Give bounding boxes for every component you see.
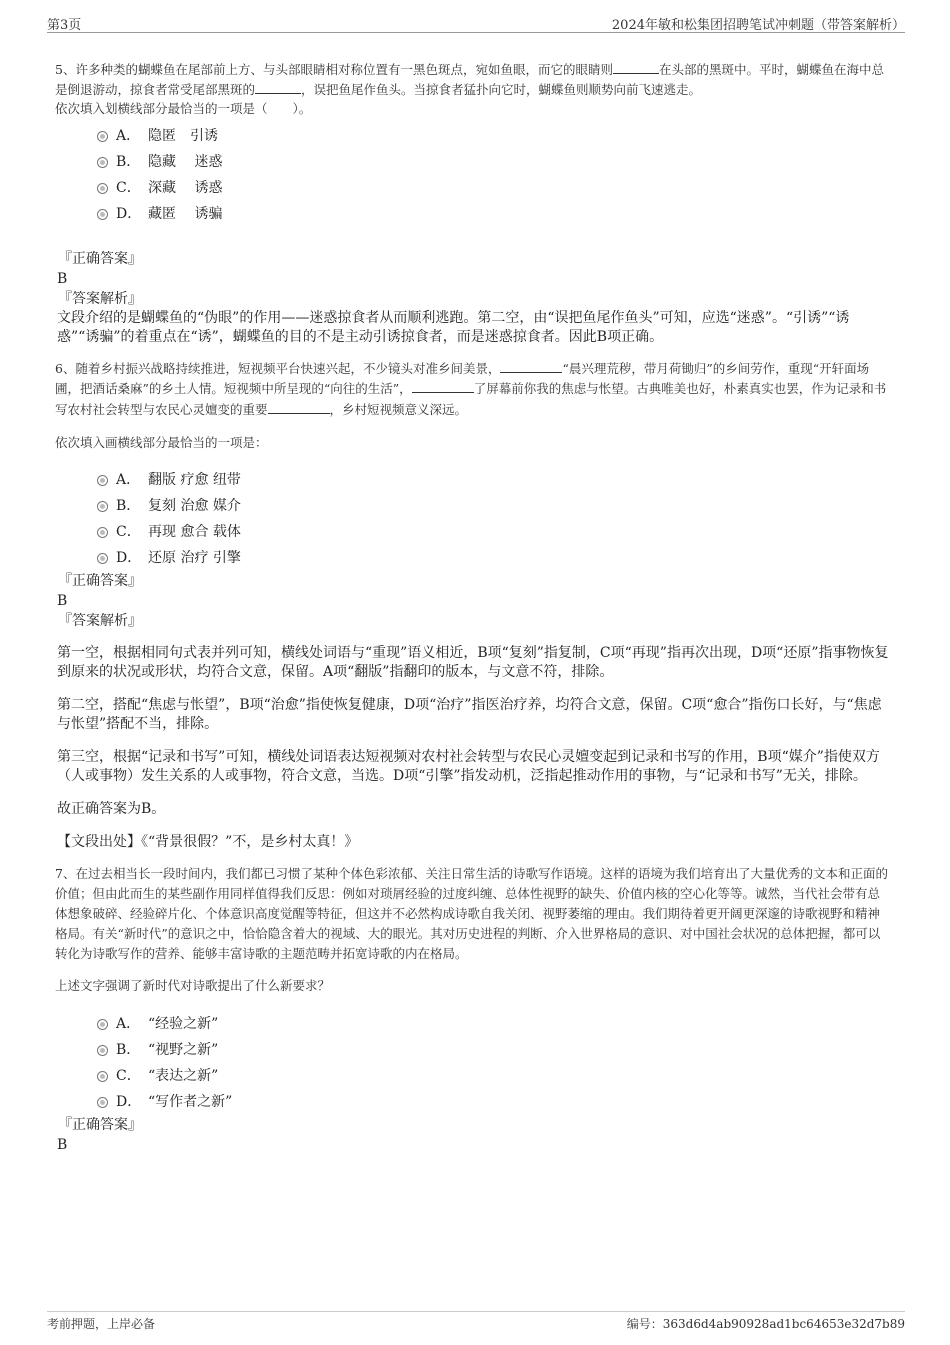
option-text: 还原 治疗 引擎 — [148, 549, 241, 566]
answer-value: B — [57, 1137, 68, 1153]
radio-icon[interactable] — [97, 1071, 108, 1082]
option-text: “写作者之新” — [148, 1094, 233, 1110]
analysis-text: 文段介绍的是蝴蝶鱼的“伪眼”的作用——迷惑掠食者从而顺利逃跑。第二空，由“误把鱼尾作鱼头”可知，应选“迷惑”。“引诱”“诱惑”“诱骗”的着重点在“诱”，蝴蝶鱼的目的不是主动引诱掠食者，而是迷惑掠食者。因此B项正确。 — [57, 309, 850, 345]
analysis-paragraph: 第三空，根据“记录和书写”可知，横线处词语表达短视频对农村社会转型与农民心灵嬗变起到记录和书写的作用，B项“媒介”指使双方（人或事物）发生关系的人或事物，符合文意，当选。D项“引擎”指发动机，泛指起推动作用的事物，与“记录和书写”无关，排除。 — [57, 748, 880, 784]
analysis-paragraph: 故正确答案为B。 — [57, 800, 166, 817]
radio-icon[interactable] — [97, 183, 108, 194]
option-letter: A． — [116, 471, 141, 488]
answer-label: 『正确答案』 — [58, 572, 142, 589]
question-5-prompt: 依次填入划横线部分最恰当的一项是（ ）。 — [55, 101, 312, 116]
radio-icon[interactable] — [97, 1019, 108, 1030]
option-b[interactable] — [97, 1037, 890, 1063]
analysis-label: 『答案解析』 — [58, 290, 142, 307]
option-a[interactable] — [97, 467, 890, 493]
question-5-text-b: 在头部的黑斑中。平时，蝴蝶鱼在海中总是倒退游动，掠食者常受尾部黑斑的 — [55, 62, 884, 97]
option-d[interactable] — [97, 545, 890, 571]
question-7 — [55, 864, 890, 1156]
option-c[interactable] — [97, 519, 890, 545]
question-5-text-a: 5、许多种类的蝴蝶鱼在尾部前上方、与头部眼睛相对称位置有一黑色斑点，宛如鱼眼，而它的眼睛则 — [55, 62, 613, 77]
question-5 — [55, 60, 890, 347]
option-text: 隐藏 迷惑 — [148, 153, 223, 170]
blank — [613, 61, 659, 74]
question-6-stem — [55, 359, 890, 421]
page-number: 第3页 — [47, 18, 82, 33]
option-text: “表达之新” — [148, 1068, 219, 1084]
question-6-text-d: ，乡村短视频意义深远。 — [329, 401, 468, 417]
option-a[interactable] — [97, 1011, 890, 1037]
answer-label: 『正确答案』 — [58, 1117, 142, 1133]
radio-icon[interactable] — [97, 501, 108, 512]
option-c[interactable] — [97, 1063, 890, 1089]
blank — [500, 360, 562, 373]
option-letter: C． — [116, 179, 141, 196]
option-text: 隐匿 引诱 — [148, 127, 218, 144]
blank — [412, 380, 474, 393]
radio-icon[interactable] — [97, 475, 108, 486]
question-6-prompt: 依次填入画横线部分最恰当的一项是： — [55, 435, 268, 450]
option-text: 藏匿 诱骗 — [148, 205, 223, 222]
question-6 — [55, 359, 890, 852]
question-5-text-c: ，误把鱼尾作鱼头。当掠食者猛扑向它时，蝴蝶鱼则顺势向前飞速逃走。 — [301, 81, 702, 97]
option-letter: B． — [116, 1042, 141, 1058]
option-d[interactable] — [97, 1089, 890, 1115]
question-7-options — [97, 1011, 890, 1115]
option-text: “经验之新” — [148, 1016, 219, 1032]
option-letter: A． — [116, 127, 141, 144]
option-d[interactable] — [97, 201, 890, 227]
document-code: 编号：363d6d4ab90928ad1bc64653e32d7b89 — [626, 1317, 905, 1331]
analysis-paragraph: 第二空，搭配“焦虑与怅望”，B项“治愈”指使恢复健康，D项“治疗”指医治疗养，均符合文意，保留。C项“愈合”指伤口长好，与“焦虑与怅望”搭配不当，排除。 — [57, 696, 882, 732]
option-letter: A． — [116, 1016, 141, 1032]
question-6-text-a: 6、随着乡村振兴战略持续推进，短视频平台快速兴起，不少镜头对准乡间美景， — [55, 360, 501, 376]
document-title: 2024年敏和松集团招聘笔试冲刺题（带答案解析） — [611, 18, 905, 33]
option-b[interactable] — [97, 493, 890, 519]
radio-icon[interactable] — [97, 527, 108, 538]
analysis-label: 『答案解析』 — [58, 612, 142, 629]
radio-icon[interactable] — [97, 209, 108, 220]
answer-label: 『正确答案』 — [58, 250, 142, 267]
footer-slogan: 考前押题，上岸必备 — [47, 1317, 156, 1331]
option-text: 深藏 诱惑 — [148, 179, 223, 196]
question-6-text-b: “晨兴理荒秽，带月荷锄归”的乡间劳作，重现“开轩面场圃，把酒话桑麻”的乡土人情。短视频中所呈现的“向往的生活”， — [55, 360, 870, 396]
option-b[interactable] — [97, 149, 890, 175]
option-letter: D． — [116, 549, 142, 566]
option-letter: D． — [116, 1094, 142, 1110]
blank — [268, 401, 330, 414]
radio-icon[interactable] — [97, 1045, 108, 1056]
question-6-text-c: 了屏幕前你我的焦虑与怅望。古典唯美也好，朴素真实也罢，作为记录和书写农村社会转型与农民心灵嬗变的重要 — [55, 381, 887, 417]
option-text: “视野之新” — [148, 1042, 219, 1058]
radio-icon[interactable] — [97, 131, 108, 142]
option-letter: C． — [116, 523, 141, 540]
radio-icon[interactable] — [97, 1097, 108, 1108]
option-letter: B． — [116, 497, 141, 514]
question-5-options — [97, 123, 890, 227]
analysis-paragraph: 第一空，根据相同句式表并列可知，横线处词语与“重现”语义相近，B项“复刻”指复制，C项“再现”指再次出现，D项“还原”指事物恢复到原来的状况或形状，均符合文意，保留。A项“翻版”指翻印的版本，与文意不符，排除。 — [57, 644, 889, 680]
option-letter: B． — [116, 153, 141, 170]
option-c[interactable] — [97, 175, 890, 201]
text-source: 【文段出处】《“背景很假？”不，是乡村太真！》 — [57, 833, 359, 850]
option-text: 再现 愈合 载体 — [148, 523, 241, 540]
radio-icon[interactable] — [97, 553, 108, 564]
question-7-stem: 7、在过去相当长一段时间内，我们都已习惯了某种个体色彩浓郁、关注日常生活的诗歌写作语境。这样的语境为我们培育出了大量优秀的文本和正面的价值；但由此而生的某些副作用同样值得我们反思：例如对琐屑经验的过度纠缠、总体性视野的缺失、价值内核的空心化等等。诚然，当代社会带有总体想象破碎、经验碎片化、个体意识高度觉醒等特征，但这并不必然构成诗歌自我关闭、视野萎缩的理由。我们期待着更开阔更深邃的诗歌视野和精神格局。有关“新时代”的意识之中，恰恰隐含着大的视域、大的眼光。其对历史进程的判断、介入世界格局的意识、对中国社会状况的总体把握，都可以转化为诗歌写作的营养、能够丰富诗歌的主题范畴并拓宽诗歌的内在格局。 — [55, 865, 888, 961]
page-footer — [47, 1311, 905, 1335]
option-letter: C． — [116, 1068, 141, 1084]
question-6-options — [97, 467, 890, 571]
blank — [255, 81, 301, 94]
option-letter: D． — [116, 205, 142, 222]
option-a[interactable] — [97, 123, 890, 149]
option-text: 翻版 疗愈 纽带 — [148, 471, 241, 488]
question-7-prompt: 上述文字强调了新时代对诗歌提出了什么新要求？ — [55, 977, 331, 993]
question-5-stem — [55, 60, 890, 99]
page-header — [47, 14, 905, 33]
document-content — [55, 60, 890, 1155]
answer-value: B — [57, 592, 68, 609]
radio-icon[interactable] — [97, 157, 108, 168]
answer-value: B — [57, 270, 68, 287]
option-text: 复刻 治愈 媒介 — [148, 497, 241, 514]
